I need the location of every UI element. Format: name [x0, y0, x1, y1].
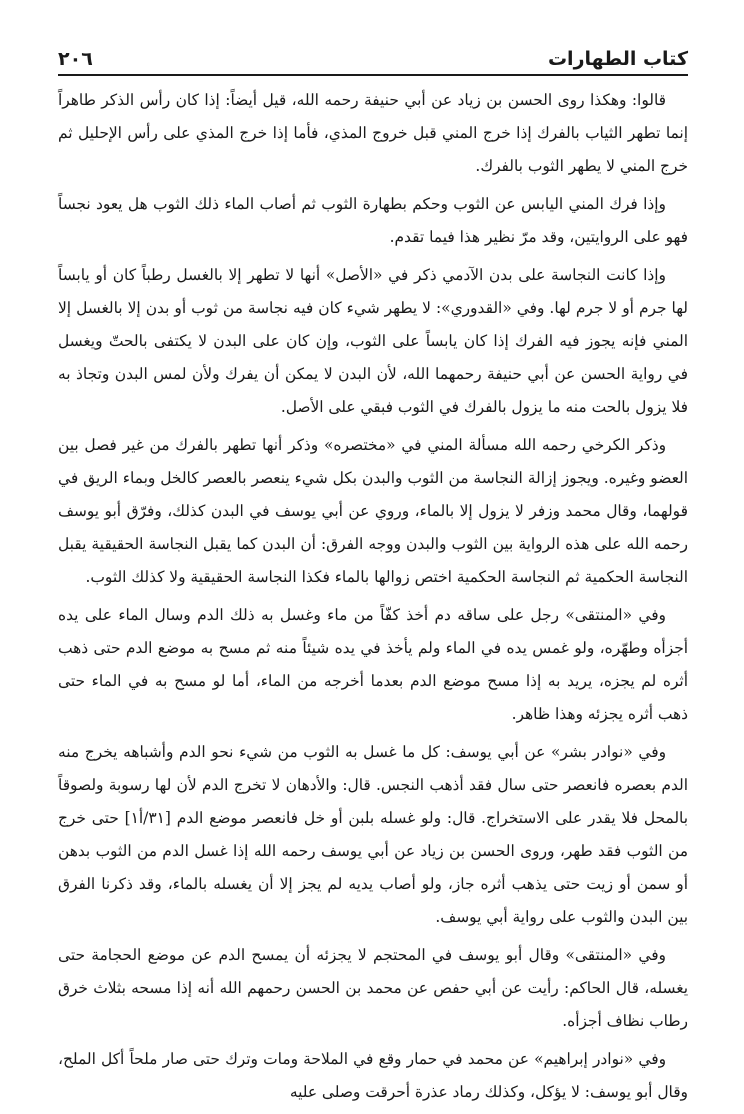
paragraph: وفي «نوادر إبراهيم» عن محمد في حمار وقع في الملاحة ومات وترك حتى صار ملحاً أكل الملح، وقال أبو يوسف: لا يؤكل، وكذلك رماد عذرة أحرقت وصلى عليه [58, 1050, 688, 1101]
header-divider [58, 74, 688, 76]
document-page [58, 34, 688, 1114]
paragraph: وفي «المنتقى» وقال أبو يوسف في المحتجم لا يجزئه أن يمسح الدم عن موضع الحجامة حتى يغسله، قال الحاكم: رأيت عن أبي حفص عن محمد بن الحسن رحمهم الله أنه إذا مسحه بثلاث خرق رطاب نظاف أجزأه. [58, 946, 688, 1030]
paragraph: وإذا فرك المني اليابس عن الثوب وحكم بطهارة الثوب ثم أصاب الماء ذلك الثوب هل يعود نجساً فهو على الروايتين، وقد مرّ نظير هذا فيما تقدم. [58, 195, 688, 246]
paragraph: وذكر الكرخي رحمه الله مسألة المني في «مختصره» وذكر أنها تطهر بالفرك من غير فصل بين العضو وغيره. ويجوز إزالة النجاسة من الثوب والبدن بكل شيء ينعصر بالعصر كالخل وبماء الريق في قولهما، وقال محمد وزفر لا يزول إلا بالماء، وروي عن أبي يوسف في البدن كذلك، وفرّق أبو يوسف رحمه الله على هذه الرواية بين الثوب والبدن ووجه الفرق: أن البدن كما يقبل النجاسة الحقيقية يقبل النجاسة الحكمية ثم النجاسة الحكمية اختص زوالها بالماء فكذا النجاسة الحقيقية ولا كذلك الثوب. [58, 436, 688, 586]
paragraph: وفي «نوادر بشر» عن أبي يوسف: كل ما غسل به الثوب من شيء نحو الدم وأشباهه يخرج منه الدم بعصره فانعصر حتى سال فقد أذهب النجس. قال: والأدهان لا تخرج الدم لأن لها رسوبة ولصوقاً بالمحل فلا يقدر على الاستخراج. قال: ولو غسله بلبن أو خل فانعصر موضع الدم [٣١/أ١] حتى خرج من الثوب فقد طهر، وروى الحسن بن زياد عن أبي يوسف رحمه الله إذا غسل الدم من الثوب بدهن أو سمن أو زيت حتى يذهب أثره جاز، ولو أصاب يديه لم يجز إلا أن يغسله بالماء، وقد ذكرنا الفرق بين البدن والثوب على رواية أبي يوسف. [58, 743, 688, 926]
paragraph: قالوا: وهكذا روى الحسن بن زياد عن أبي حنيفة رحمه الله، قيل أيضاً: إذا كان رأس الذكر طاهراً إنما تطهر الثياب بالفرك إذا خرج المني قبل خروج المذي، فأما إذا خرج المذي على رأس الإحليل ثم خرج المني لا يطهر الثوب بالفرك. [58, 91, 688, 175]
paragraph: وإذا كانت النجاسة على بدن الآدمي ذكر في «الأصل» أنها لا تطهر إلا بالغسل رطباً كان أو يابساً لها جرم أو لا جرم لها. وفي «القدوري»: لا يطهر شيء كان فيه نجاسة من ثوب أو بدن إلا بالغسل إلا المني فإنه يجوز فيه الفرك إذا كان يابساً على الثوب، وإن كان على البدن لا يكتفى بالحتّ ويغسل في رواية الحسن عن أبي حنيفة رحمهما الله، لأن البدن لا يمكن أن يفرك ولأن لمس البدن وتجاذ به فلا يزول بالحت منه ما يزول بالفرك في الثوب فبقي على الأصل. [58, 266, 688, 416]
chapter-title: كتاب الطهارات [547, 48, 688, 70]
page-body [58, 84, 688, 1109]
page-number: ٢٠٦ [58, 48, 93, 70]
page-header [58, 34, 688, 70]
paragraph: وفي «المنتقى» رجل على ساقه دم أخذ كفّاً من ماء وغسل به ذلك الدم وسال الماء على يده أجزأه وطهّره، ولو غمس يده في الماء ولم يأخذ في يده شيئاً منه ثم مسح به موضع الدم حتى ذهب أثره لم يجزه، يريد به إذا مسح موضع الدم بعدما أخرجه من الماء، أما لو مسح به في الماء حتى ذهب أثره يجزئه وهذا ظاهر. [58, 606, 688, 723]
